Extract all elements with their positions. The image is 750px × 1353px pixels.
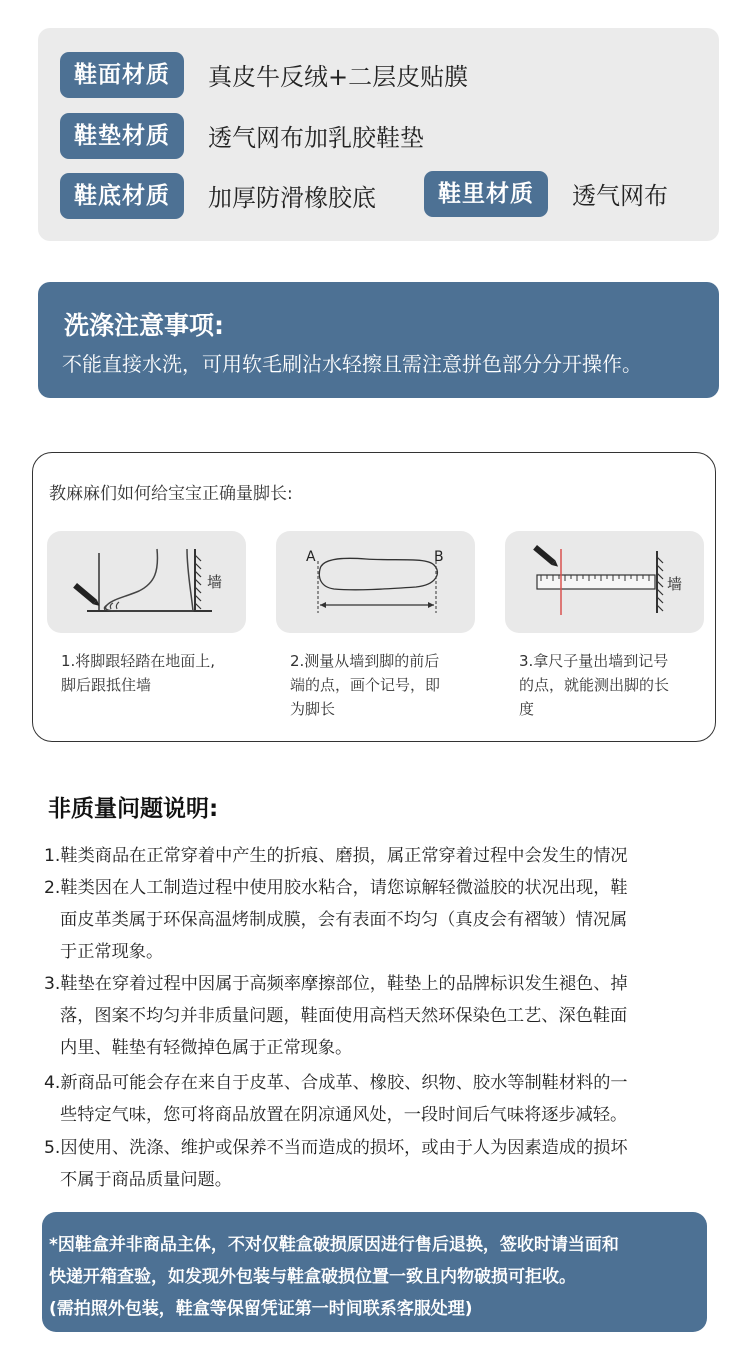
- shoebox-notice: [42, 1212, 707, 1332]
- lining-material-label: 鞋里材质: [424, 171, 548, 217]
- sole-material-value: 加厚防滑橡胶底: [208, 184, 376, 212]
- shoebox-notice-line: *因鞋盒并非商品主体，不对仅鞋盒破损原因进行售后退换，签收时请当面和: [49, 1235, 619, 1255]
- point-b-label: B: [434, 549, 444, 565]
- step-3-illustration: [505, 531, 704, 633]
- notes-title: 非质量问题说明:: [48, 796, 219, 822]
- insole-material-value: 透气网布加乳胶鞋垫: [208, 124, 424, 152]
- note-item-4: [44, 1067, 628, 1131]
- step-3-line: 3.拿尺子量出墙到记号: [519, 652, 669, 670]
- note-line: 1.鞋类商品在正常穿着中产生的折痕、磨损，属正常穿着过程中会发生的情况: [44, 846, 628, 866]
- note-line: 于正常现象。: [60, 942, 164, 962]
- note-line: 面皮革类属于环保高温烤制成膜，会有表面不均匀（真皮会有褶皱）情况属: [60, 910, 628, 930]
- note-item-1: [44, 840, 628, 872]
- note-item-3: [44, 968, 628, 1064]
- measure-title: 教麻麻们如何给宝宝正确量脚长:: [49, 484, 293, 504]
- note-line: 些特定气味，您可将商品放置在阴凉通风处，一段时间后气味将逐步减轻。: [60, 1105, 628, 1125]
- note-line: 5.因使用、洗涤、维护或保养不当而造成的损坏，或由于人为因素造成的损坏: [44, 1138, 628, 1158]
- point-a-label: A: [306, 549, 316, 565]
- step-3-line: 度: [519, 700, 535, 718]
- upper-material-value: 真皮牛反绒+二层皮贴膜: [208, 63, 469, 91]
- step-3-line: 的点，就能测出脚的长: [519, 676, 670, 694]
- note-item-2: [44, 872, 628, 968]
- step-2-line: 为脚长: [290, 700, 336, 718]
- shoebox-notice-line: (需拍照外包装，鞋盒等保留凭证第一时间联系客服处理): [49, 1299, 473, 1319]
- insole-material-label: 鞋垫材质: [60, 113, 184, 159]
- materials-panel: [38, 28, 719, 241]
- measure-guide: [32, 452, 716, 742]
- step-2-illustration: [276, 531, 475, 633]
- footprint-illustration: [276, 531, 475, 633]
- wall-label: 墙: [667, 575, 683, 593]
- note-line: 3.鞋垫在穿着过程中因属于高频率摩擦部位，鞋垫上的品牌标识发生褪色、掉: [44, 974, 628, 994]
- step-1-illustration: [47, 531, 246, 633]
- note-line: 4.新商品可能会存在来自于皮革、合成革、橡胶、织物、胶水等制鞋材料的一: [44, 1073, 628, 1093]
- step-3-text: [519, 649, 694, 721]
- note-line: 不属于商品质量问题。: [60, 1170, 232, 1190]
- note-line: 内里、鞋垫有轻微掉色属于正常现象。: [60, 1038, 353, 1058]
- sole-material-label: 鞋底材质: [60, 173, 184, 219]
- step-1-text: [61, 649, 236, 697]
- wash-text: 不能直接水洗，可用软毛刷沾水轻擦且需注意拼色部分分开操作。: [62, 352, 642, 376]
- wash-title: 洗涤注意事项:: [64, 311, 224, 340]
- step-2-line: 端的点，画个记号，即: [290, 676, 441, 694]
- shoebox-notice-line: 快递开箱查验，如发现外包装与鞋盒破损位置一致且内物破损可拒收。: [49, 1267, 576, 1287]
- step-2-text: [290, 649, 465, 721]
- step-1-line: 脚后跟抵住墙: [61, 676, 152, 694]
- lining-material-value: 透气网布: [572, 182, 668, 210]
- step-2-line: 2.测量从墙到脚的前后: [290, 652, 440, 670]
- upper-material-label: 鞋面材质: [60, 52, 184, 98]
- note-line: 2.鞋类因在人工制造过程中使用胶水粘合，请您谅解轻微溢胶的状况出现，鞋: [44, 878, 628, 898]
- wash-panel: [38, 282, 719, 398]
- note-item-5: [44, 1132, 628, 1196]
- wall-label: 墙: [207, 573, 223, 591]
- note-line: 落，图案不均匀并非质量问题，鞋面使用高档天然环保染色工艺、深色鞋面: [60, 1006, 628, 1026]
- step-1-line: 1.将脚跟轻踏在地面上,: [61, 652, 216, 670]
